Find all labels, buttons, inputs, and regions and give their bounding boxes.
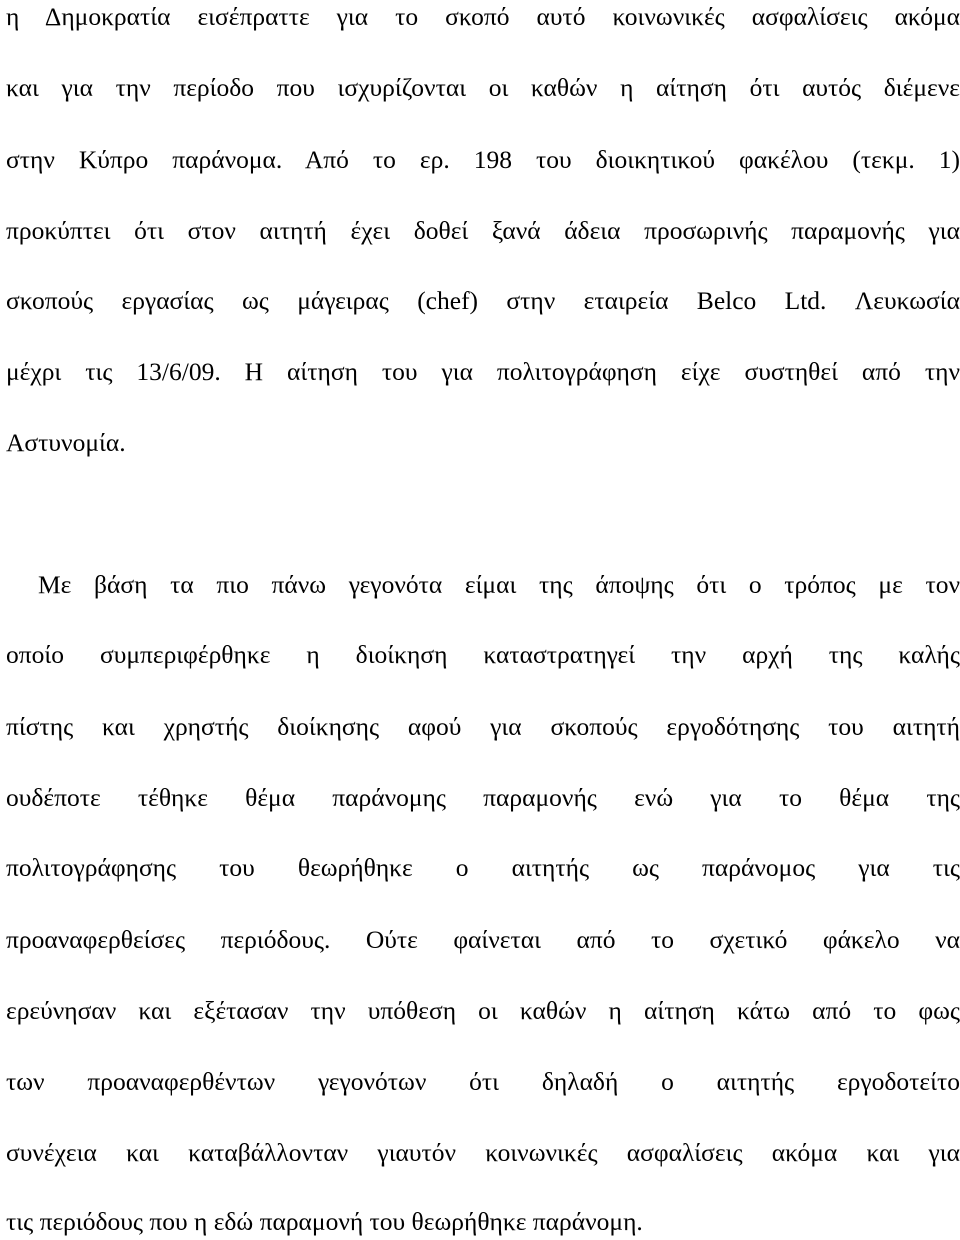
text-line: πίστης και χρηστής διοίκησης αφού για σκοπούς εργοδότησης του αιτητή <box>6 712 960 741</box>
text-line: οποίο συμπεριφέρθηκε η διοίκηση καταστρατηγεί την αρχή της καλής <box>6 640 960 669</box>
text-line: Με βάση τα πιο πάνω γεγονότα είμαι της άποψης ότι ο τρόπος με τον <box>38 570 960 599</box>
text-line: και για την περίοδο που ισχυρίζονται οι καθών η αίτηση ότι αυτός διέμενε <box>6 73 960 102</box>
text-line: ουδέποτε τέθηκε θέμα παράνομης παραμονής ενώ για το θέμα της <box>6 783 960 812</box>
text-line: μέχρι τις 13/6/09. Η αίτηση του για πολιτογράφηση είχε συστηθεί από την <box>6 357 960 386</box>
text-line: Αστυνομία. <box>6 428 126 457</box>
text-line: των προαναφερθέντων γεγονότων ότι δηλαδή ο αιτητής εργοδοτείτο <box>6 1067 960 1096</box>
text-line: σκοπούς εργασίας ως μάγειρας (chef) στην εταιρεία Belco Ltd. Λευκωσία <box>6 286 960 315</box>
text-line: προκύπτει ότι στον αιτητή έχει δοθεί ξανά άδεια προσωρινής παραμονής για <box>6 216 960 245</box>
text-line: συνέχεια και καταβάλλονταν γιαυτόν κοινωνικές ασφαλίσεις ακόμα και για <box>6 1138 960 1167</box>
text-line: η Δημοκρατία εισέπραττε για το σκοπό αυτό κοινωνικές ασφαλίσεις ακόμα <box>6 2 960 31</box>
text-line: προαναφερθείσες περιόδους. Ούτε φαίνεται από το σχετικό φάκελο να <box>6 925 960 954</box>
text-line: ερεύνησαν και εξέτασαν την υπόθεση οι καθών η αίτηση κάτω από το φως <box>6 996 960 1025</box>
text-line: τις περιόδους που η εδώ παραμονή του θεωρήθηκε παράνομη. <box>6 1207 643 1236</box>
text-line: πολιτογράφησης του θεωρήθηκε ο αιτητής ως παράνομος για τις <box>6 853 960 882</box>
text-line: στην Κύπρο παράνομα. Από το ερ. 198 του διοικητικού φακέλου (τεκμ. 1) <box>6 145 960 174</box>
